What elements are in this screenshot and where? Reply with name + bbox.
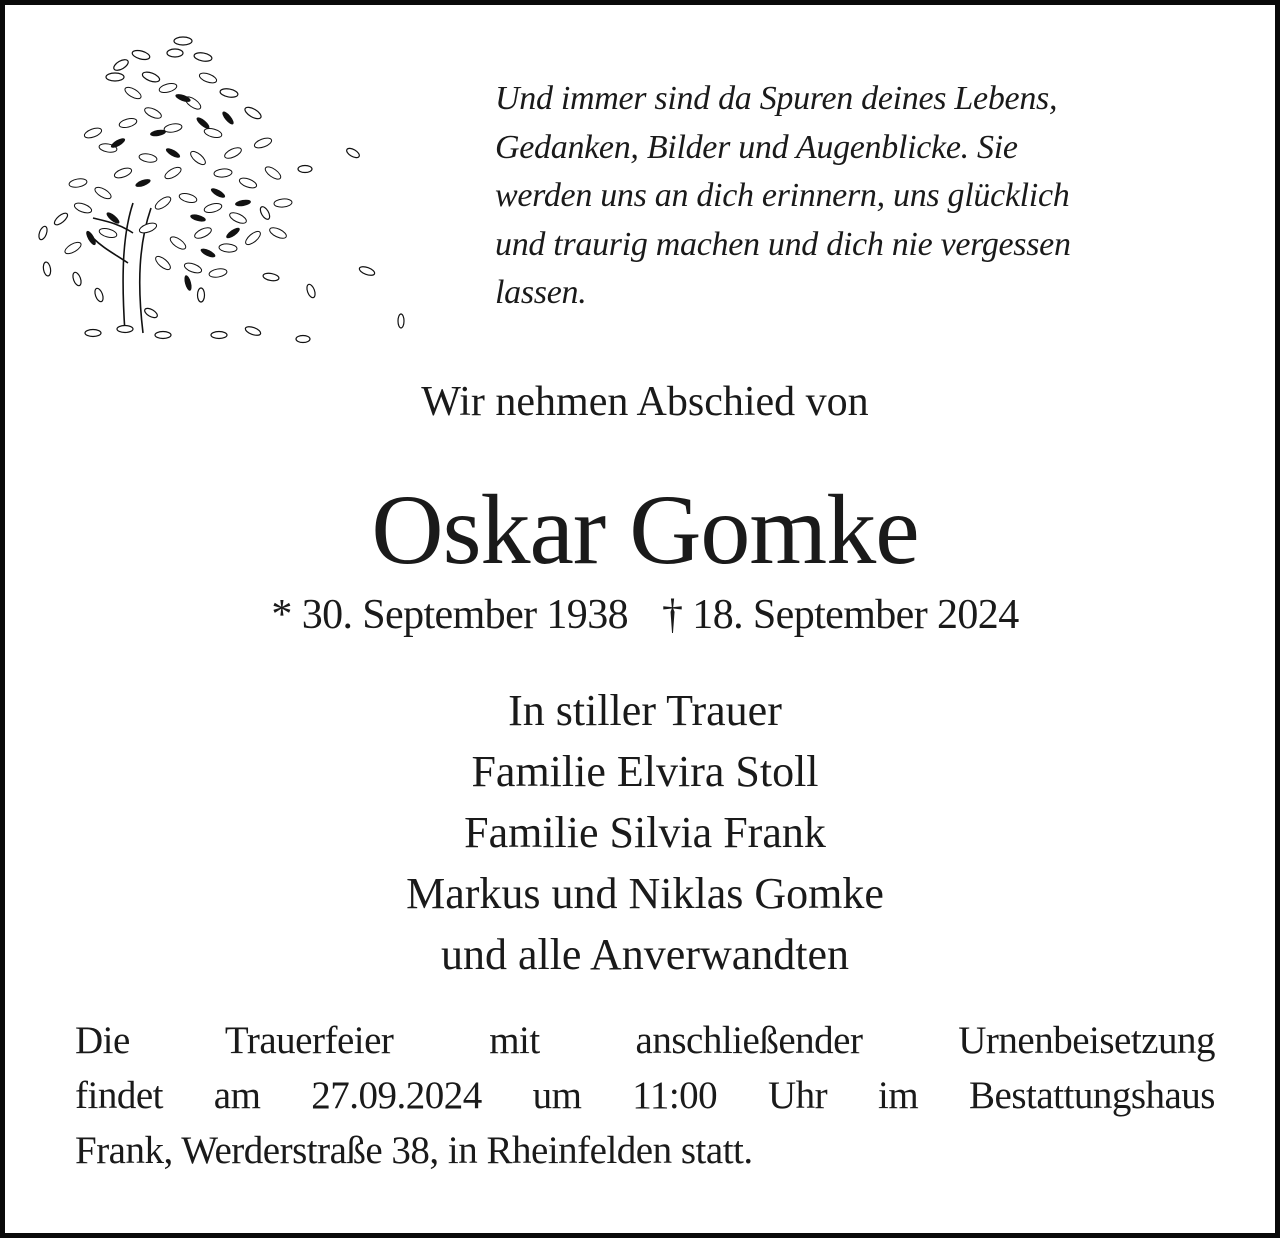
birth-date: * 30. September 1938	[271, 592, 628, 638]
memorial-quote	[495, 75, 1215, 318]
farewell-intro: Wir nehmen Abschied von	[421, 379, 869, 425]
quote-line: werden uns an dich erinnern, uns glücklich	[495, 177, 1070, 214]
mourners-list	[5, 680, 1280, 985]
ceremony-line: Die Trauerfeier mit anschließender Urnenbeisetzung	[75, 1019, 1215, 1062]
mourners-heading: In stiller Trauer	[508, 686, 782, 735]
quote-line: und traurig machen und dich nie vergessen	[495, 225, 1071, 263]
ceremony-line: Frank, Werderstraße 38, in Rheinfelden statt.	[75, 1129, 753, 1172]
death-date: † 18. September 2024	[662, 592, 1019, 638]
deceased-name: Oskar Gomke	[371, 474, 919, 585]
ceremony-details	[75, 1013, 1215, 1178]
life-dates	[5, 590, 1280, 640]
quote-line: lassen.	[495, 274, 587, 311]
quote-line: Gedanken, Bilder und Augenblicke. Sie	[495, 128, 1018, 166]
mourner: Familie Elvira Stoll	[471, 747, 819, 796]
mourner: Familie Silvia Frank	[464, 808, 826, 857]
windblown-tree-icon	[33, 33, 405, 345]
mourner: und alle Anverwandten	[440, 930, 850, 979]
quote-line: Und immer sind da Spuren deines Lebens,	[495, 80, 1058, 117]
mourner: Markus und Niklas Gomke	[406, 869, 884, 918]
ceremony-line: findet am 27.09.2024 um 11:00 Uhr im Bestattungshaus	[75, 1074, 1215, 1117]
